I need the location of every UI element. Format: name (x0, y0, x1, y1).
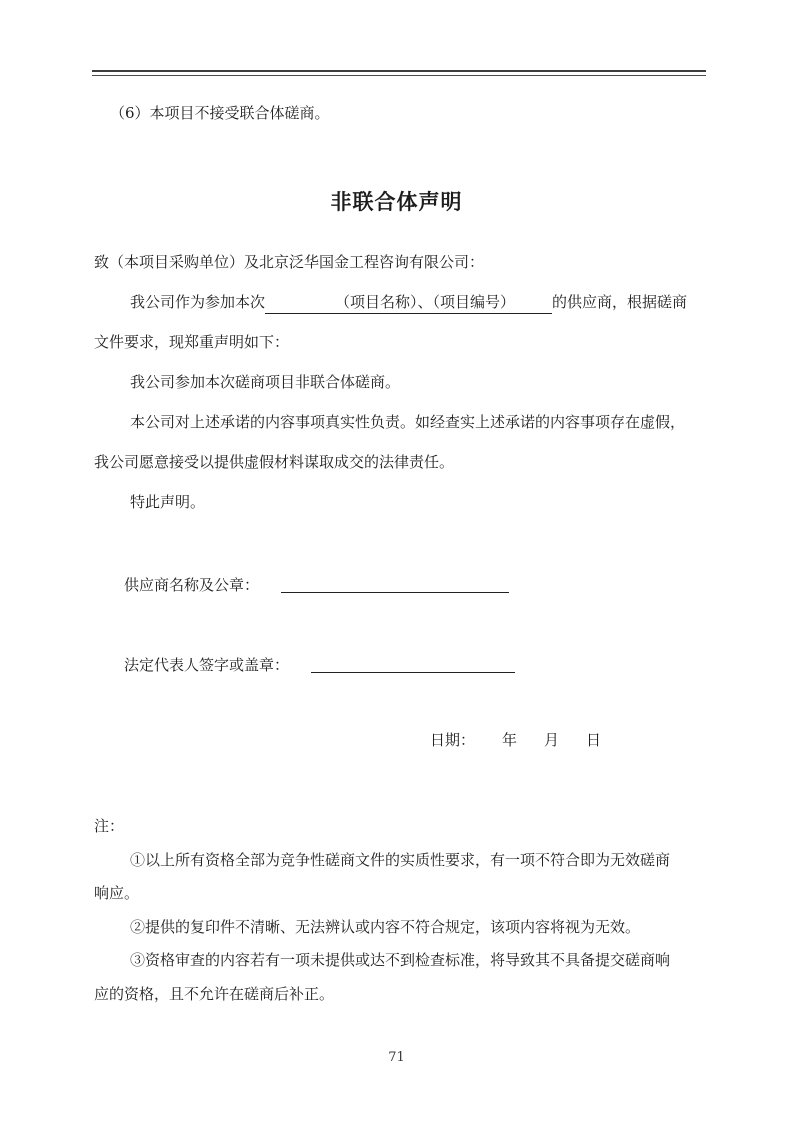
notes-header: 注： (94, 817, 125, 835)
note-2-line: ②提供的复印件不清晰、无法辨认或内容不符合规定，该项内容将视为无效。 (130, 917, 641, 936)
project-name-number-blank (265, 293, 552, 314)
note-1-line1: ①以上所有资格全部为竞争性磋商文件的实质性要求，有一项不符合即为无效磋商 (130, 850, 671, 869)
para3-line2: 我公司愿意接受以提供虚假材料谋取成交的法律责任。 (94, 453, 455, 471)
legal-rep-signature-row (94, 650, 515, 680)
legal-rep-label: 法定代表人签字或盖章： (124, 656, 290, 674)
clause-6-text: （6）本项目不接受联合体磋商。 (110, 104, 330, 122)
para1-prefix: 我公司作为参加本次 (130, 293, 266, 311)
supplier-signature-row (94, 570, 509, 600)
notes-section (94, 810, 708, 1011)
date-year-label: 年 (502, 731, 518, 749)
declaration-body (94, 242, 708, 522)
para1-line2: 文件要求，现郑重声明如下： (94, 333, 290, 351)
note-3-line1: ③资格审查的内容若有一项未提供或达不到检查标准，将导致其不具备提交磋商响 (130, 951, 671, 969)
date-row (430, 725, 601, 755)
supplier-signature-blank (281, 591, 509, 593)
note-3-line2: 应的资格，且不允许在磋商后补正。 (94, 984, 335, 1003)
para1-suffix: 的供应商，根据磋商 (552, 293, 688, 311)
para1-line1 (94, 282, 708, 322)
page-number: 71 (388, 1050, 405, 1065)
para2-line: 我公司参加本次磋商项目非联合体磋商。 (130, 373, 401, 391)
salutation-line: 致（本项目采购单位）及北京泛华国金工程咨询有限公司： (94, 253, 485, 271)
date-month-label: 月 (544, 731, 560, 749)
blank-placeholder-text: （项目名称）、（项目编号） (335, 293, 516, 311)
supplier-label: 供应商名称及公章： (124, 576, 260, 594)
note-1-line2: 响应。 (94, 884, 140, 902)
page-title: 非联合体声明 (330, 189, 463, 214)
date-label: 日期： (430, 731, 476, 749)
date-day-label: 日 (586, 731, 602, 749)
para4-line: 特此声明。 (130, 493, 206, 511)
para3-line1: 本公司对上述承诺的内容事项真实性负责。如经查实上述承诺的内容事项存在虚假， (130, 413, 686, 431)
legal-rep-signature-blank (311, 671, 515, 673)
header-rule (92, 70, 706, 76)
